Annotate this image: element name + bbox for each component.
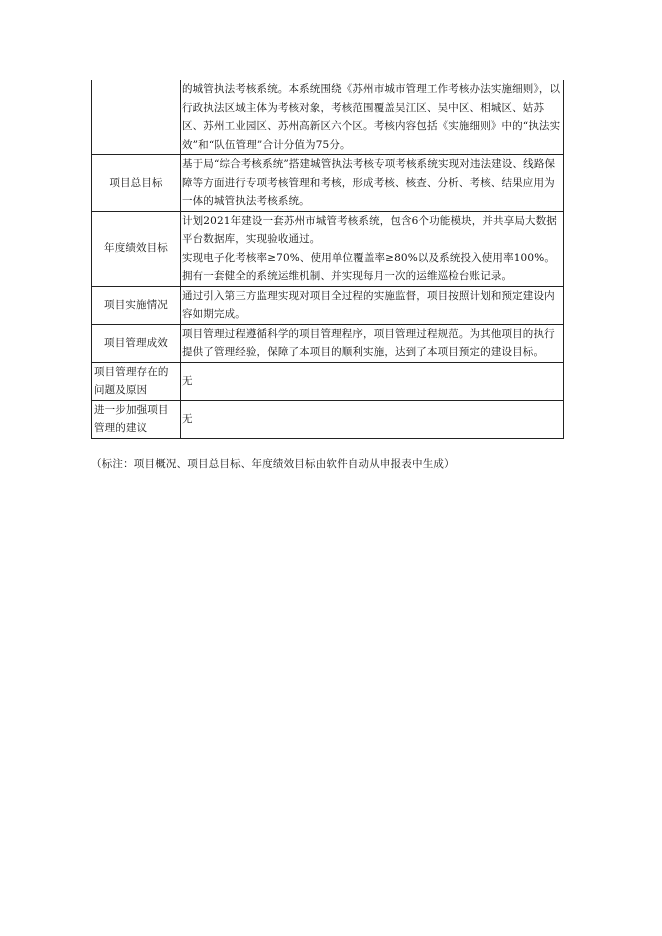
problems-text: 无 [182,374,193,387]
management-results-text: 项目管理过程遵循科学的项目管理程序，项目管理过程规范。为其他项目的执行提供了管理经验，保障了本项目的顺利实施，达到了本项目预定的建设目标。 [182,327,555,358]
table-row-management-results [92,324,564,362]
table-row-problems [92,362,564,400]
row-label: 项目实施情况 [92,286,181,324]
row-label: 年度绩效目标 [92,211,181,286]
table-row-suggestions [92,400,564,438]
row-label [92,80,181,155]
row-content [181,155,564,212]
overall-goal-text: 基于局“综合考核系统”搭建城管执法考核专项考核系统实现对违法建设、线路保障等方面进行专项考核管理和考核，形成考核、核查、分析、考核、结果应用为一体的城管执法考核系统。 [182,158,556,207]
table-row-annual-target [92,211,564,286]
table-row-overall-goal [92,155,564,212]
overview-text: 的城管执法考核系统。本系统围绕《苏州市城市管理工作考核办法实施细则》，以行政执法区域主体为考核对象，考核范围覆盖吴江区、吴中区、相城区、姑苏区、苏州工业园区、苏州高新区六个区。考核内容包括《实施细则》中的“执法实效”和“队伍管理”合计分值为75分。 [182,83,561,151]
annual-target-text-2: 实现电子化考核率≥70%、使用单位覆盖率≥80%以及系统投入使用率100%。 [182,251,555,264]
footnote: （标注：项目概况、项目总目标、年度绩效目标由软件自动从申报表中生成） [91,458,455,470]
row-content [181,80,564,155]
annual-target-text-1: 计划2021年建设一套苏州市城管考核系统，包含6个功能模块，并共享局大数据平台数据库，实现验收通过。 [182,214,557,245]
row-label: 进一步加强项目管理的建议 [92,400,181,438]
row-label: 项目总目标 [92,155,181,212]
implementation-text: 通过引入第三方监理实现对项目全过程的实施监督，项目按照计划和预定建设内容如期完成。 [182,289,555,320]
row-content [181,324,564,362]
row-content [181,286,564,324]
project-report-table [91,80,564,439]
suggestions-text: 无 [182,412,193,425]
table-row-implementation [92,286,564,324]
annual-target-text-3: 拥有一套健全的系统运维机制、并实现每月一次的运维巡检台账记录。 [182,270,513,282]
table-row-overview-continued [92,80,564,155]
row-content [181,211,564,286]
row-label: 项目管理成效 [92,324,181,362]
row-content [181,362,564,400]
row-content [181,400,564,438]
row-label: 项目管理存在的问题及原因 [92,362,181,400]
